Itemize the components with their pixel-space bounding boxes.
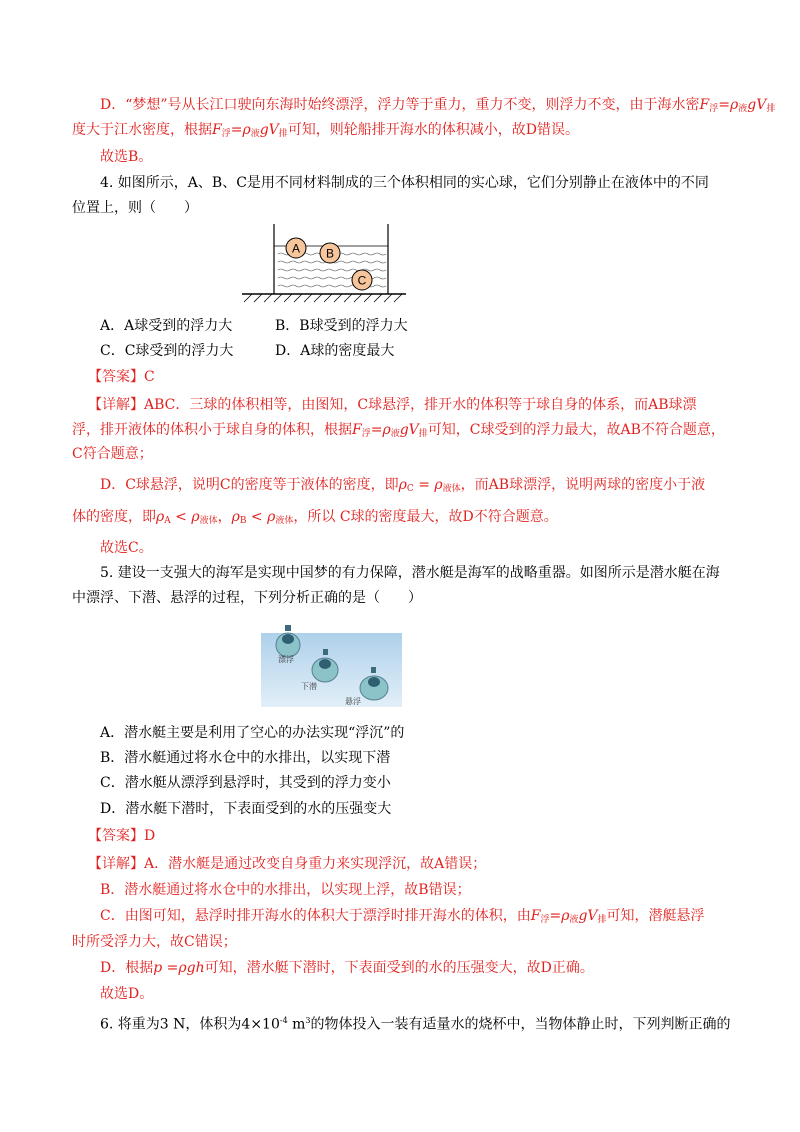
q5-stem-line2: 中漂浮、下潜、悬浮的过程，下列分析正确的是（ ） <box>72 590 422 606</box>
q5-explain-a: 【详解】A．潜水艇是通过改变自身重力来实现浮沉，故A错误； <box>88 856 487 872</box>
q4-conclusion: 故选C。 <box>100 540 153 556</box>
q5-option-c: C．潜水艇从漂浮到悬浮时，其受到的浮力变小 <box>100 775 391 791</box>
q4-option-b: B．B球受到的浮力大 <box>275 318 408 334</box>
q5-option-b: B．潜水艇通过将水仓中的水排出，以实现下潜 <box>100 750 391 766</box>
label-suspend: 悬浮 <box>345 697 361 706</box>
q4-option-d: D．A球的密度最大 <box>275 343 395 359</box>
q3-explain-d-line2: 度大于江水密度，根据F浮=ρ液gV排可知，则轮船排开海水的体积减小，故D错误。 <box>72 122 580 139</box>
q5-explain-d: D．根据p =ρgh可知，潜水艇下潜时，下表面受到的水的压强变大，故D正确。 <box>100 960 594 976</box>
q4-explain-line2: 浮，排开液体的体积小于球自身的体积，根据F浮=ρ液gV排可知，C球受到的浮力最大，故AB不符合题意， <box>72 422 725 439</box>
q5-explain-c-line2: 时所受浮力大，故C错误； <box>72 934 237 950</box>
label-sink: 下潜 <box>301 682 317 691</box>
q6-stem-line1: 6. 将重为3 N，体积为$4\times 10^{-4}$ $m^3$的物体投入一装有适量水的烧杯中，当物体静止时，下列判断正确的 <box>100 1016 731 1033</box>
q4-figure-container-balls <box>238 220 408 312</box>
q4-explain-line1: 【详解】ABC．三球的体积相等，由图知，C球悬浮，排开水的体积等于球自身的体系，而AB球漂 <box>88 397 697 413</box>
q4-stem-line2: 位置上，则（ ） <box>72 200 198 216</box>
label-float: 漂浮 <box>278 655 294 664</box>
submarine-floating <box>276 625 300 657</box>
q5-answer: 【答案】D <box>88 828 156 844</box>
q4-stem-line1: 4. 如图所示，A、B、C是用不同材料制成的三个体积相同的实心球，它们分别静止在液体中的不同 <box>100 175 709 191</box>
ball-a-label: A <box>291 241 301 256</box>
q4-answer: 【答案】C <box>88 369 155 385</box>
q5-conclusion: 故选D。 <box>100 986 154 1002</box>
q4-explain-line3: C符合题意； <box>72 446 153 462</box>
q4-option-c: C．C球受到的浮力大 <box>100 343 234 359</box>
ball-b-label: B <box>325 246 335 261</box>
q4-explain-line5: 体的密度，即ρA < ρ液体，ρB < ρ液体，所以 C球的密度最大，故D不符合题意。 <box>72 509 558 526</box>
q4-explain-line4: D．C球悬浮，说明C的密度等于液体的密度，即ρC = ρ液体，而AB球漂浮，说明两球的密度小于液 <box>100 477 706 494</box>
q5-explain-c-line1: C．由图可知，悬浮时排开海水的体积大于漂浮时排开海水的体积，由F浮=ρ液gV排可知，潜艇悬浮 <box>100 908 705 925</box>
q4-option-a: A．A球受到的浮力大 <box>100 318 233 334</box>
ball-c-label: C <box>357 273 367 288</box>
q5-option-d: D．潜水艇下潜时，下表面受到的水的压强变大 <box>100 801 392 817</box>
q5-option-a: A．潜水艇主要是利用了空心的办法实现“浮沉”的 <box>100 725 405 741</box>
q5-stem-line1: 5. 建设一支强大的海军是实现中国梦的有力保障，潜水艇是海军的战略重器。如图所示是潜水艇在海 <box>100 565 720 581</box>
q3-explain-d-line1: D．“梦想”号从长江口驶向东海时始终漂浮，浮力等于重力，重力不变，则浮力不变，由于海水密F浮=ρ液gV排 <box>100 97 776 114</box>
q3-conclusion: 故选B。 <box>100 149 153 165</box>
q5-submarine-figure <box>261 625 402 707</box>
q5-explain-b: B．潜水艇通过将水仓中的水排出，以实现上浮，故B错误； <box>100 882 471 898</box>
